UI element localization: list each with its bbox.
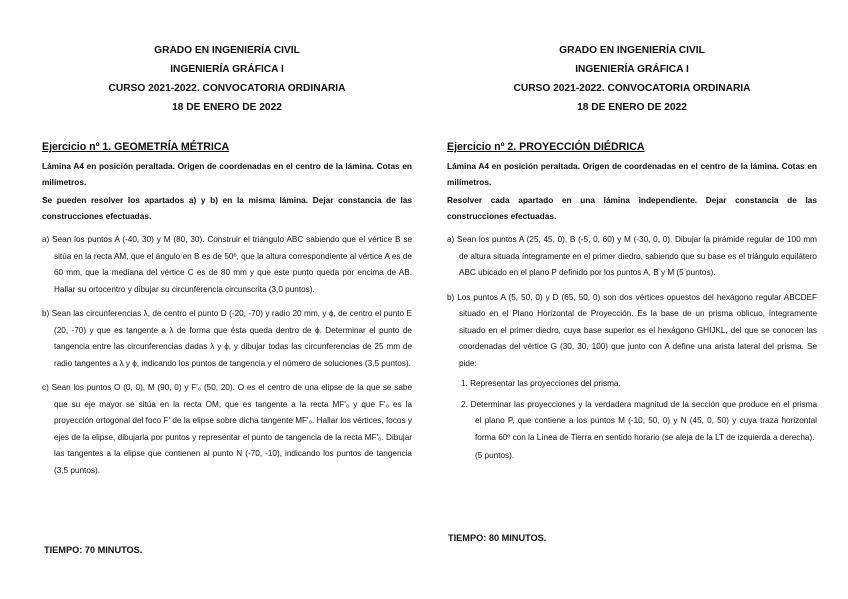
exercise-2-intro-1: Lámina A4 en posición peraltada. Origen de coordenadas en el centro de la lámina. Cotas en milímetros. xyxy=(447,161,817,187)
exercise-2-item-a: a) Sean los puntos A (25, 45, 0), B (-5, 0, 60) y M (-30, 0, 0). Dibujar la pirámide regular de 100 mm de altura situada íntegramente en el primer diedro, sabiendo que su base es el triángulo equilátero ABC ubicado en el plano P definido por los puntos A, B y M (5 puntos). xyxy=(447,235,817,277)
course-title: CURSO 2021-2022. CONVOCATORIA ORDINARIA xyxy=(108,83,346,94)
exercise-2-intro-2: Resolver cada apartado en una lámina independiente. Dejar constancia de las construcciones efectuadas. xyxy=(447,195,817,221)
exercise-2-points: (5 puntos). xyxy=(475,451,515,460)
exercise-2-time: TIEMPO: 80 MINUTOS. xyxy=(448,533,547,543)
exam-date: 18 DE ENERO DE 2022 xyxy=(577,102,687,113)
exercise-2-column xyxy=(447,0,817,465)
degree-title: GRADO EN INGENIERÍA CIVIL xyxy=(154,45,300,56)
left-header xyxy=(42,41,412,117)
exercise-1-intro-2: Se pueden resolver los apartados a) y b) en la misma lámina. Dejar constancia de las construcciones efectuadas. xyxy=(42,195,412,221)
exercise-1-item-a: a) Sean los puntos A (-40, 30) y M (80, 30). Construir el triángulo ABC sabiendo que el vértice B se sitúa en la recta AM, que el ángulo en B es de 50º, que la altura correspondiente al vértice A es de 60 mm, que la mediana del vértice C es de 80 mm y que este punto queda por encima de AB. Hallar su ortocentro y dibujar su circunferencia circunscrita (3,0 puntos). xyxy=(42,235,412,294)
subject-title: INGENIERÍA GRÁFICA I xyxy=(575,64,689,75)
exercise-1-title: Ejercicio nº 1. GEOMETRÍA MÉTRICA xyxy=(42,141,230,153)
exercise-1-item-c: c) Sean los puntos O (0, 0), M (90, 0) y F'₀ (50, 20). O es el centro de una elipse de la que se sabe que su eje mayor se sitúa en la recta OM, que es tangente a la recta MF'₀ y que F'₀ es la proyección ortogonal del foco F' de la elipse sobre dicha tangente MF'₀. Hallar los vértices, focos y ejes de la elipse, dibujarla por puntos y representar el punto de tangencia de la recta MF'₀. Dibujar las tangentes a la elipse que contienen al punto N (-70, -10), indicando los puntos de tangencia (3,5 puntos). xyxy=(42,383,412,475)
exercise-1-item-b: b) Sean las circunferencias λ, de centro el punto D (-20, -70) y radio 20 mm, y ϕ, de centro el punto E (20, -70) y que es tangente a λ de forma que ésta queda dentro de ϕ. Determinar el punto de tangencia entre las circunferencias dadas λ y ϕ, y dibujar todas las circunferencias de 25 mm de radio tangentes a λ y ϕ, indicando los puntos de tangencia y el número de soluciones (3,5 puntos). xyxy=(42,309,412,368)
exercise-2-title: Ejercicio nº 2. PROYECCIÓN DIÉDRICA xyxy=(447,141,645,153)
right-header xyxy=(447,41,817,117)
exercise-1-time: TIEMPO: 70 MINUTOS. xyxy=(44,545,143,555)
exercise-1-column xyxy=(42,0,412,479)
exercise-2-item-b: b) Los puntos A (5, 50, 0) y D (65, 50, 0) son dos vértices opuestos del hexágono regular ABCDEF situado en el Plano Horizontal de Proyección. Es la base de un prisma oblicuo, íntegramente situado en el primer diedro, cuya base superior es el hexágono GHIJKL, del que se conocen las coordenadas del vértice G (30, 30, 100) que junto con A define una arista lateral del prisma. Se pide: xyxy=(447,292,817,368)
exercise-2-sub-2: 2. Determinar las proyecciones y la verdadera magnitud de la sección que produce en el prisma el plano P, que contiene a los puntos M (-10, 50, 0) y N (45, 0, 50) y cuya traza horizontal forma 60º con la Línea de Tierra en sentido horario (se aleja de la LT de izquierda a derecha). xyxy=(461,399,817,442)
course-title: CURSO 2021-2022. CONVOCATORIA ORDINARIA xyxy=(513,83,751,94)
exam-date: 18 DE ENERO DE 2022 xyxy=(172,102,282,113)
degree-title: GRADO EN INGENIERÍA CIVIL xyxy=(559,45,705,56)
exercise-1-intro-1: Lámina A4 en posición peraltada. Origen de coordenadas en el centro de la lámina. Cotas en milímetros. xyxy=(42,161,412,187)
subject-title: INGENIERÍA GRÁFICA I xyxy=(170,64,284,75)
exercise-2-sub-1: 1. Representar las proyecciones del prisma. xyxy=(461,379,621,388)
